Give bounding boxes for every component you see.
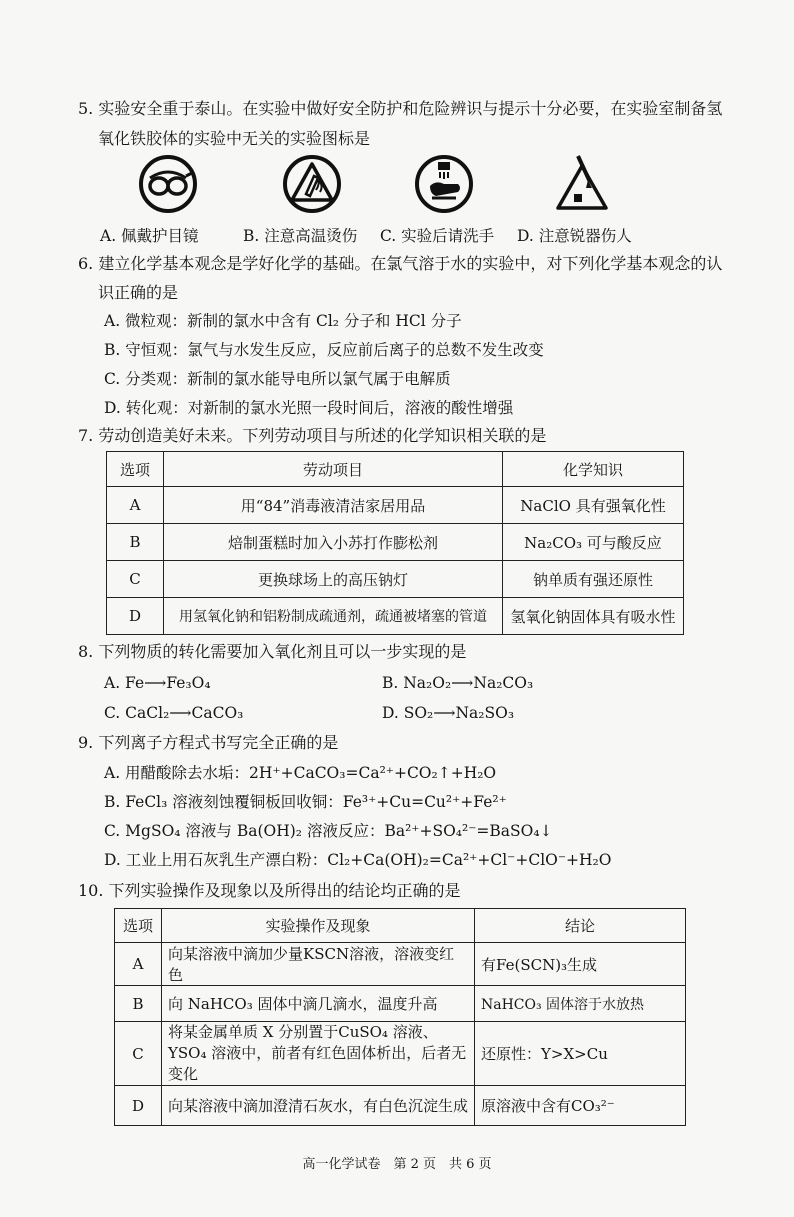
table-cell: 向某溶液中滴加澄清石灰水，有白色沉淀生成: [162, 1086, 475, 1126]
table-cell: NaHCO₃ 固体溶于水放热: [475, 986, 686, 1022]
q6-line2: 识正确的是: [98, 283, 179, 302]
table-header: 化学知识: [503, 452, 684, 487]
table-row: [107, 598, 684, 635]
q8-option-a: A. Fe⟶Fe₃O₄: [104, 674, 211, 692]
table-cell: 钠单质有强还原性: [503, 561, 684, 598]
table-row: [107, 524, 684, 561]
table-cell: 还原性：Y>X>Cu: [475, 1022, 686, 1086]
q8-option-d: D. SO₂⟶Na₂SO₃: [382, 704, 515, 722]
table-row: [115, 943, 686, 986]
table-row: [115, 986, 686, 1022]
q6-line1: 6. 建立化学基本观念是学好化学的基础。在氯气溶于水的实验中，对下列化学基本观念的认: [78, 254, 723, 273]
table-cell: 向某溶液中滴加少量KSCN溶液，溶液变红色: [162, 943, 475, 986]
table-row: [115, 1086, 686, 1126]
q9-option-a: A. 用醋酸除去水垢：2H⁺+CaCO₃=Ca²⁺+CO₂↑+H₂O: [104, 764, 497, 782]
goggles-icon: [138, 152, 198, 216]
q5-option-c: C. 实验后请洗手: [380, 227, 495, 245]
table-header-row: [115, 909, 686, 943]
q6-option-d: D. 转化观：对新制的氯水光照一段时间后，溶液的酸性增强: [104, 399, 514, 417]
hand-wash-icon: [414, 152, 474, 216]
table-cell: 更换球场上的高压钠灯: [164, 561, 503, 598]
table-header: 劳动项目: [164, 452, 503, 487]
table-cell: 焙制蛋糕时加入小苏打作膨松剂: [164, 524, 503, 561]
q9-option-b: B. FeCl₃ 溶液刻蚀覆铜板回收铜：Fe³⁺+Cu=Cu²⁺+Fe²⁺: [104, 793, 507, 811]
table-cell: 有Fe(SCN)₃生成: [475, 943, 686, 986]
q7-stem: 7. 劳动创造美好未来。下列劳动项目与所述的化学知识相关联的是: [78, 426, 547, 445]
table-row: [107, 487, 684, 524]
table-cell: 氢氧化钠固体具有吸水性: [503, 598, 684, 635]
table-header: 结论: [475, 909, 686, 943]
table-cell: B: [115, 986, 162, 1022]
q5-option-b: B. 注意高温烫伤: [243, 227, 358, 245]
table-cell: 原溶液中含有CO₃²⁻: [475, 1086, 686, 1126]
table-cell: C: [107, 561, 164, 598]
table-cell: Na₂CO₃ 可与酸反应: [503, 524, 684, 561]
table-cell: B: [107, 524, 164, 561]
table-cell: A: [115, 943, 162, 986]
table-cell: 将某金属单质 X 分别置于CuSO₄ 溶液、YSO₄ 溶液中，前者有红色固体析出，后者无变化: [162, 1022, 475, 1086]
q7-table: [106, 451, 684, 635]
table-header: 选项: [107, 452, 164, 487]
q6-option-b: B. 守恒观：氯气与水发生反应，反应前后离子的总数不发生改变: [104, 341, 544, 359]
q5-line1: 5. 实验安全重于泰山。在实验中做好安全防护和危险辨识与提示十分必要，在实验室制备氢: [78, 99, 723, 118]
q6-option-c: C. 分类观：新制的氯水能导电所以氯气属于电解质: [104, 370, 451, 388]
table-row: [107, 561, 684, 598]
table-cell: C: [115, 1022, 162, 1086]
table-cell: 向 NaHCO₃ 固体中滴几滴水，温度升高: [162, 986, 475, 1022]
sharp-object-icon: [552, 152, 612, 216]
q8-option-c: C. CaCl₂⟶CaCO₃: [104, 704, 244, 722]
high-temperature-icon: [282, 152, 342, 216]
table-cell: A: [107, 487, 164, 524]
q10-stem: 10. 下列实验操作及现象以及所得出的结论均正确的是: [78, 881, 461, 900]
table-cell: D: [107, 598, 164, 635]
q5-option-a: A. 佩戴护目镜: [100, 227, 199, 245]
q6-option-a: A. 微粒观：新制的氯水中含有 Cl₂ 分子和 HCl 分子: [104, 312, 462, 330]
q5-icon-row: [118, 152, 638, 222]
table-row: [115, 1022, 686, 1086]
table-cell: D: [115, 1086, 162, 1126]
table-cell: NaClO 具有强氧化性: [503, 487, 684, 524]
q8-stem: 8. 下列物质的转化需要加入氧化剂且可以一步实现的是: [78, 642, 467, 661]
table-cell: 用氢氧化钠和铝粉制成疏通剂，疏通被堵塞的管道: [164, 598, 503, 635]
q10-table: [114, 908, 686, 1126]
q5-option-d: D. 注意锐器伤人: [517, 227, 632, 245]
q5-line2: 氧化铁胶体的实验中无关的实验图标是: [98, 129, 371, 148]
table-header-row: [107, 452, 684, 487]
table-header: 实验操作及现象: [162, 909, 475, 943]
table-header: 选项: [115, 909, 162, 943]
page-footer: 高一化学试卷 第 2 页 共 6 页: [302, 1157, 492, 1172]
q8-option-b: B. Na₂O₂⟶Na₂CO₃: [382, 674, 534, 692]
q9-stem: 9. 下列离子方程式书写完全正确的是: [78, 733, 339, 752]
q9-option-d: D. 工业上用石灰乳生产漂白粉：Cl₂+Ca(OH)₂=Ca²⁺+Cl⁻+ClO⁻+H₂O: [104, 851, 612, 869]
table-cell: 用“84”消毒液清洁家居用品: [164, 487, 503, 524]
q9-option-c: C. MgSO₄ 溶液与 Ba(OH)₂ 溶液反应：Ba²⁺+SO₄²⁻=BaSO₄↓: [104, 822, 553, 840]
